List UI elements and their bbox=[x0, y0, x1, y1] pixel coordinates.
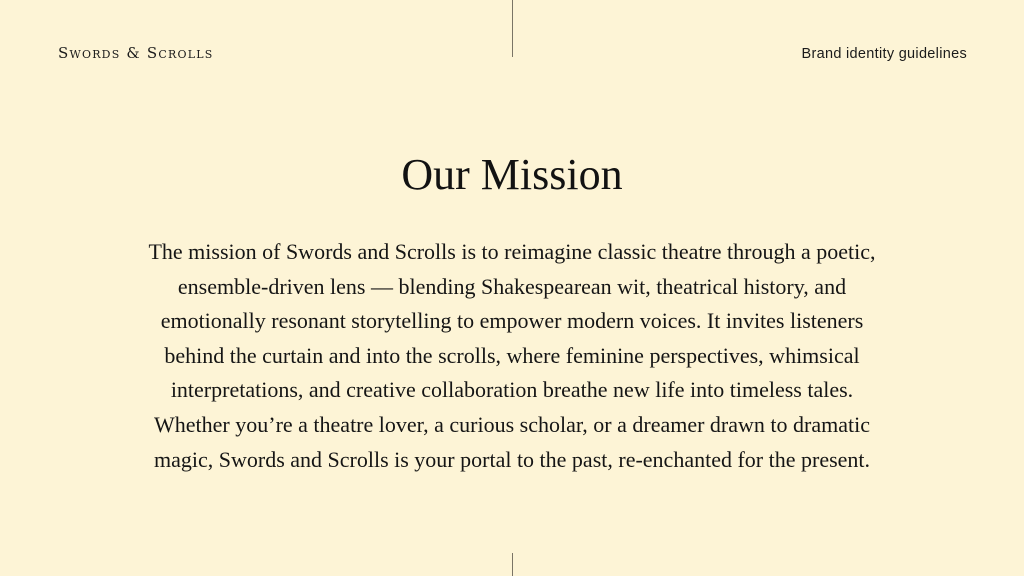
mission-line-1: The mission of Swords and Scrolls is to reimagine classic theatre through a poetic, bbox=[148, 239, 876, 264]
mission-paragraph bbox=[80, 235, 944, 477]
mission-line-6: Whether you’re a theatre lover, a curious scholar, or a dreamer drawn to dramatic bbox=[154, 411, 870, 437]
top-divider-line bbox=[512, 0, 513, 57]
page-title: Our Mission bbox=[401, 150, 623, 199]
bottom-divider-line bbox=[512, 553, 513, 576]
document-label: Brand identity guidelines bbox=[801, 46, 967, 62]
mission-line-5: interpretations, and creative collaboration breathe new life into timeless tales. bbox=[170, 377, 854, 403]
brand-name: Swords & Scrolls bbox=[58, 44, 214, 62]
mission-line-2: ensemble-driven lens — blending Shakespearean wit, theatrical history, and bbox=[177, 273, 847, 299]
mission-line-4: behind the curtain and into the scrolls, where feminine perspectives, whimsical bbox=[164, 342, 860, 368]
mission-line-3: emotionally resonant storytelling to empower modern voices. It invites listeners bbox=[160, 308, 864, 334]
mission-line-7: magic, Swords and Scrolls is your portal to the past, re-enchanted for the present. bbox=[153, 446, 871, 472]
